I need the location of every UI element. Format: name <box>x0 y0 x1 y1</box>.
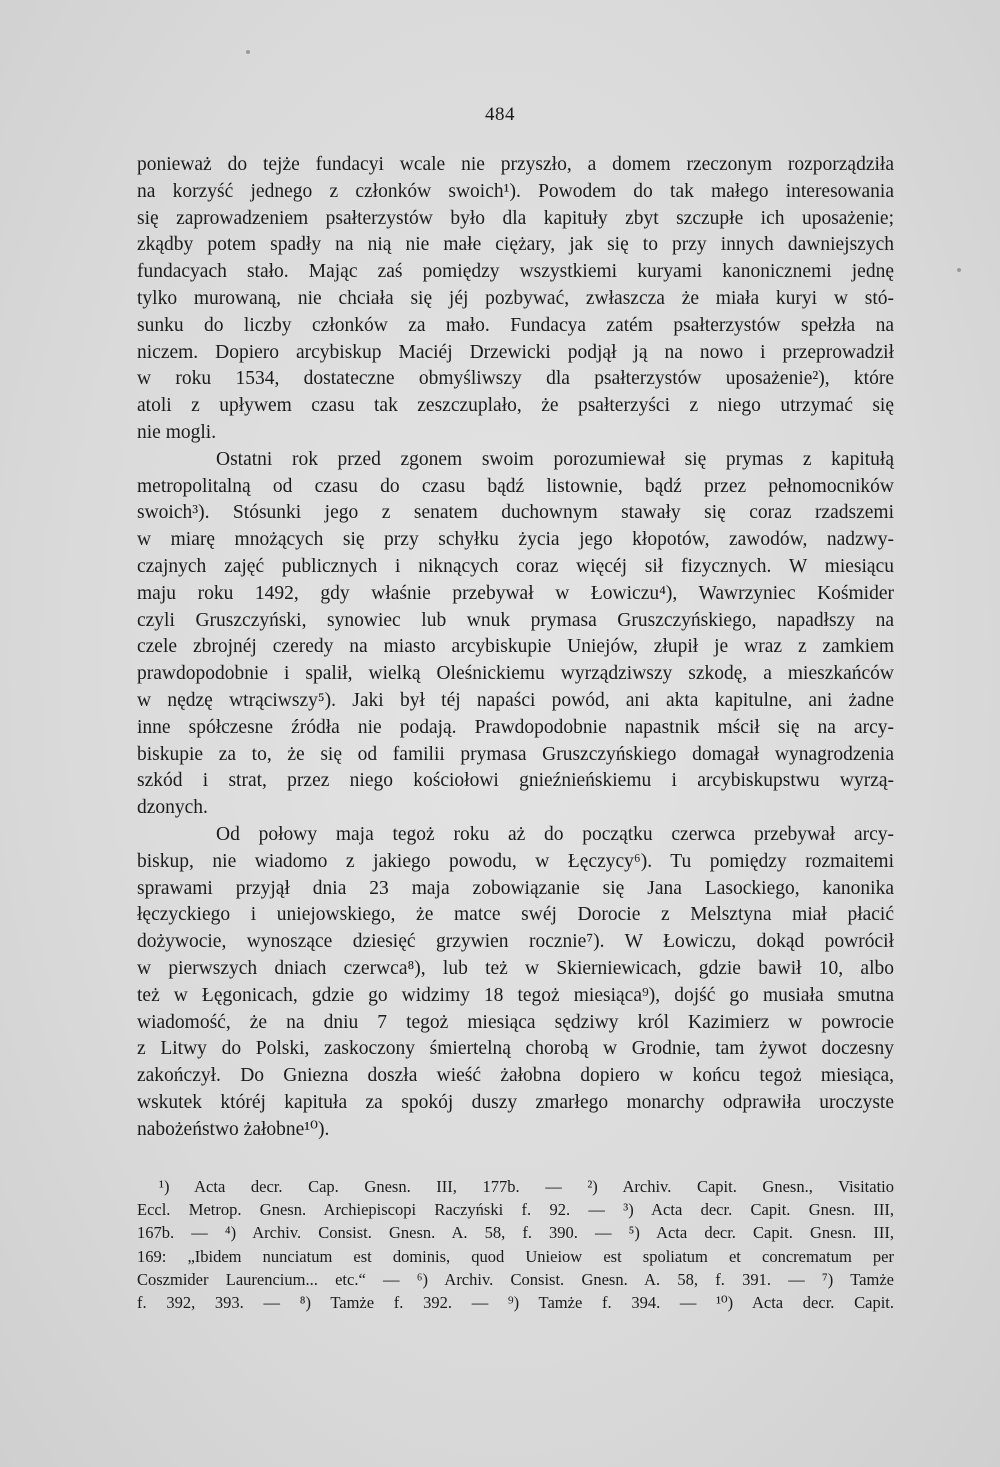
text-line: wskutek któréj kapituła za spokój duszy zmarłego monarchy odprawiła uroczyste <box>137 1091 894 1113</box>
page-number: 484 <box>485 104 515 125</box>
footnote-line: f. 392, 393. — ⁸) Tamże f. 392. — ⁹) Tamże f. 394. — ¹⁰) Acta decr. Capit. <box>137 1292 894 1312</box>
text-line: wiadomość, że na dniu 7 tegoż miesiąca sędziwy król Kazimierz w powrocie <box>137 1011 894 1033</box>
footnotes <box>137 1175 894 1314</box>
text-line: tylko murowaną, nie chciała się jéj pozbywać, zwłaszcza że miała kuryi w stó- <box>137 287 894 309</box>
text-line: Od połowy maja tegoż roku aż do początku czerwca przebywał arcy- <box>216 823 894 845</box>
text-line: zakończył. Do Gniezna doszła wieść żałobna dopiero w końcu tegoż miesiąca, <box>137 1065 894 1087</box>
text-line: ponieważ do tejże fundacyi wcale nie przyszło, a domem rzeczonym rozporządziła <box>137 154 894 175</box>
footnote-line: 167b. — ⁴) Archiv. Consist. Gnesn. A. 58, f. 390. — ⁵) Acta decr. Capit. Gnesn. III, <box>137 1223 894 1243</box>
text-line: łęczyckiego i uniejowskiego, że matce swéj Dorocie z Melsztyna miał płacić <box>137 904 894 926</box>
text-line: dzonych. <box>137 797 208 819</box>
footnote-line: Eccl. Metrop. Gnesn. Archiepiscopi Raczyński f. 92. — ³) Acta decr. Capit. Gnesn. III, <box>137 1200 894 1220</box>
text-line: dożywocie, wynoszące dziesięć grzywien rocznie⁷). W Łowiczu, dokąd powrócił <box>137 931 894 953</box>
text-line: z Litwy do Polski, zaskoczony śmiertelną chorobą w Grodnie, tam żywot doczesny <box>137 1038 894 1060</box>
text-line: nabożeństwo żałobne¹⁰). <box>137 1118 330 1140</box>
text-line: sprawami przyjął dnia 23 maja zobowiązanie się Jana Lasockiego, kanonika <box>137 877 894 899</box>
body-text <box>137 152 894 1143</box>
text-line: nie mogli. <box>137 421 217 443</box>
text-line: Ostatni rok przed zgonem swoim porozumiewał się prymas z kapitułą <box>216 448 894 470</box>
text-line: w pierwszych dniach czerwca⁸), lub też w Skierniewicach, gdzie bawił 10, albo <box>137 957 894 979</box>
text-line: inne spółczesne źródła nie podają. Prawdopodobnie napastnik mścił się na arcy- <box>137 716 894 738</box>
text-line: swoich³). Stósunki jego z senatem duchownym stawały się coraz rzadszemi <box>137 502 894 524</box>
footnote-line: Coszmider Laurencium... etc.“ — ⁶) Archiv. Consist. Gnesn. A. 58, f. 391. — ⁷) Tamże <box>137 1269 894 1289</box>
text-line: atoli z upływem czasu tak zeszczuplało, że psałterzyści z niego utrzymać się <box>137 395 894 417</box>
paper-speck <box>957 268 961 272</box>
text-line: szkód i strat, przez niego kościołowi gnieźnieńskiemu i arcybiskupstwu wyrzą- <box>137 770 894 792</box>
text-line: maju roku 1492, gdy właśnie przebywał w Łowiczu⁴), Wawrzyniec Kośmider <box>137 582 894 604</box>
text-line: biskup, nie wiadomo z jakiego powodu, w Łęczycy⁶). Tu pomiędzy rozmaitemi <box>137 850 894 872</box>
footnote-line: 169: „Ibidem nunciatum est dominis, quod Unieiow est spoliatum et concrematum per <box>137 1246 894 1266</box>
text-line: w roku 1534, dostateczne obmyśliwszy dla psałterzystów uposażenie²), które <box>137 368 894 390</box>
paper-speck <box>246 50 250 54</box>
text-line: sunku do liczby członków za mało. Fundacya zatém psałterzystów spełzła na <box>137 314 894 336</box>
text-line: czyli Gruszczyński, synowiec lub wnuk prymasa Gruszczyńskiego, napadłszy na <box>137 609 894 631</box>
text-line: na korzyść jednego z członków swoich¹). Powodem do tak małego interesowania <box>137 180 894 202</box>
text-line: biskupie za to, że się od familii prymasa Gruszczyńskiego domagał wynagrodzenia <box>137 743 894 765</box>
text-line: fundacyach stało. Mając zaś pomiędzy wszystkiemi kuryami kanonicznemi jednę <box>137 261 894 283</box>
text-line: zkądby potem spadły na nią nie małe ciężary, jak się to przy innych dawniejszych <box>137 234 894 256</box>
text-line: niczem. Dopiero arcybiskup Maciéj Drzewicki podjął ją na nowo i przeprowadził <box>137 341 894 363</box>
text-line: prawdopodobnie i spalił, wielką Oleśnickiemu wyrządziwszy szkodę, a mieszkańców <box>137 663 894 685</box>
text-line: w miarę mnożących się przy schyłku życia jego kłopotów, zawodów, nadzwy- <box>137 529 894 551</box>
text-line: czajnych zajęć publicznych i niknących coraz więcéj sił fizycznych. W miesiącu <box>137 555 894 577</box>
footnote-line: ¹) Acta decr. Cap. Gnesn. III, 177b. — ²) Archiv. Capit. Gnesn., Visitatio <box>159 1177 894 1196</box>
text-line: czele zbrojnéj czeredy na miasto arcybiskupie Uniejów, złupił je wraz z zamkiem <box>137 636 894 658</box>
text-line: w nędzę wtrąciwszy⁵). Jaki był téj napaści powód, ani akta kapitulne, ani żadne <box>137 689 894 711</box>
text-line: też w Łęgonicach, gdzie go widzimy 18 tegoż miesiąca⁹), dojść go musiała smutna <box>137 984 894 1006</box>
text-line: metropolitalną od czasu do czasu bądź listownie, bądź przez pełnomocników <box>137 475 894 497</box>
text-line: się zaprowadzeniem psałterzystów było dla kapituły zbyt szczupłe ich uposażenie; <box>137 207 894 229</box>
